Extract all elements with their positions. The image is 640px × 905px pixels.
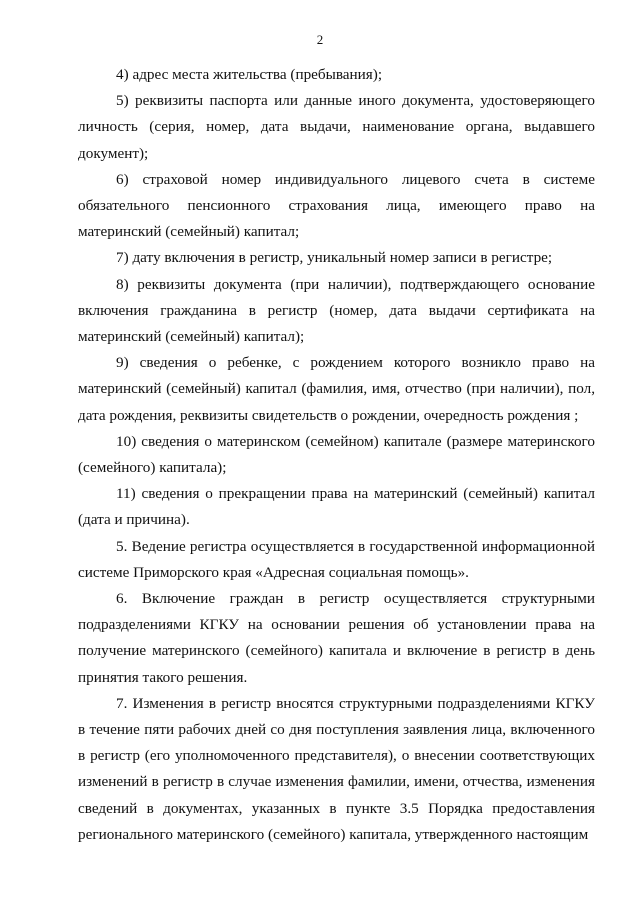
paragraph-item-11-termination-info: 11) сведения о прекращении права на материнский (семейный) капитал (дата и причина).	[78, 485, 595, 529]
page-number: 2	[316, 32, 324, 47]
paragraph-clause-5-registry-maintenance: 5. Ведение регистра осуществляется в государственной информационной системе Приморского края «Адресная социальная помощь».	[78, 537, 595, 581]
paragraph-item-8-document-details: 8) реквизиты документа (при наличии), подтверждающего основание включения гражданина в регистр (номер, дата выдачи сертификата на материнский (семейный) капитал);	[78, 275, 595, 346]
paragraph-item-4-address: 4) адрес места жительства (пребывания);	[116, 66, 383, 83]
document-body	[78, 62, 595, 848]
paragraph-item-10-capital-info: 10) сведения о материнском (семейном) капитале (размере материнского (семейного) капитала);	[78, 432, 595, 477]
paragraph-clause-6-inclusion: 6. Включение граждан в регистр осуществляется структурными подразделениями КГКУ на основании решения об установлении права на получение материнского (семейного) капитала и включение в регистр в день принятия такого решения.	[78, 590, 595, 686]
paragraph-item-6-insurance-number: 6) страховой номер индивидуального лицевого счета в системе обязательного пенсионного страхования лица, имеющего право на материнский (семейный) капитал;	[78, 170, 595, 241]
paragraph-item-9-child-info: 9) сведения о ребенке, с рождением которого возникло право на материнский (семейный) капитал (фамилия, имя, отчество (при наличии), пол, дата рождения, реквизиты свидетельств о рождении, очередность рождения ;	[78, 354, 595, 424]
paragraph-clause-7-changes: 7. Изменения в регистр вносятся структурными подразделениями КГКУ в течение пяти рабочих дней со дня поступления заявления лица, включенного в регистр (его уполномоченного представителя), о внесении соответствующих изменений в регистр в случае изменения фамилии, имени, отчества, изменения сведений в документах, указанных в пункте 3.5 Порядка предоставления регионального материнского (семейного) капитала, утвержденного настоящим	[78, 694, 595, 843]
paragraph-item-7-registry-date: 7) дату включения в регистр, уникальный номер записи в регистре;	[116, 249, 553, 267]
paragraph-item-5-passport: 5) реквизиты паспорта или данные иного документа, удостоверяющего личность (серия, номер, дата выдачи, наименование органа, выдавшего документ);	[78, 92, 595, 162]
